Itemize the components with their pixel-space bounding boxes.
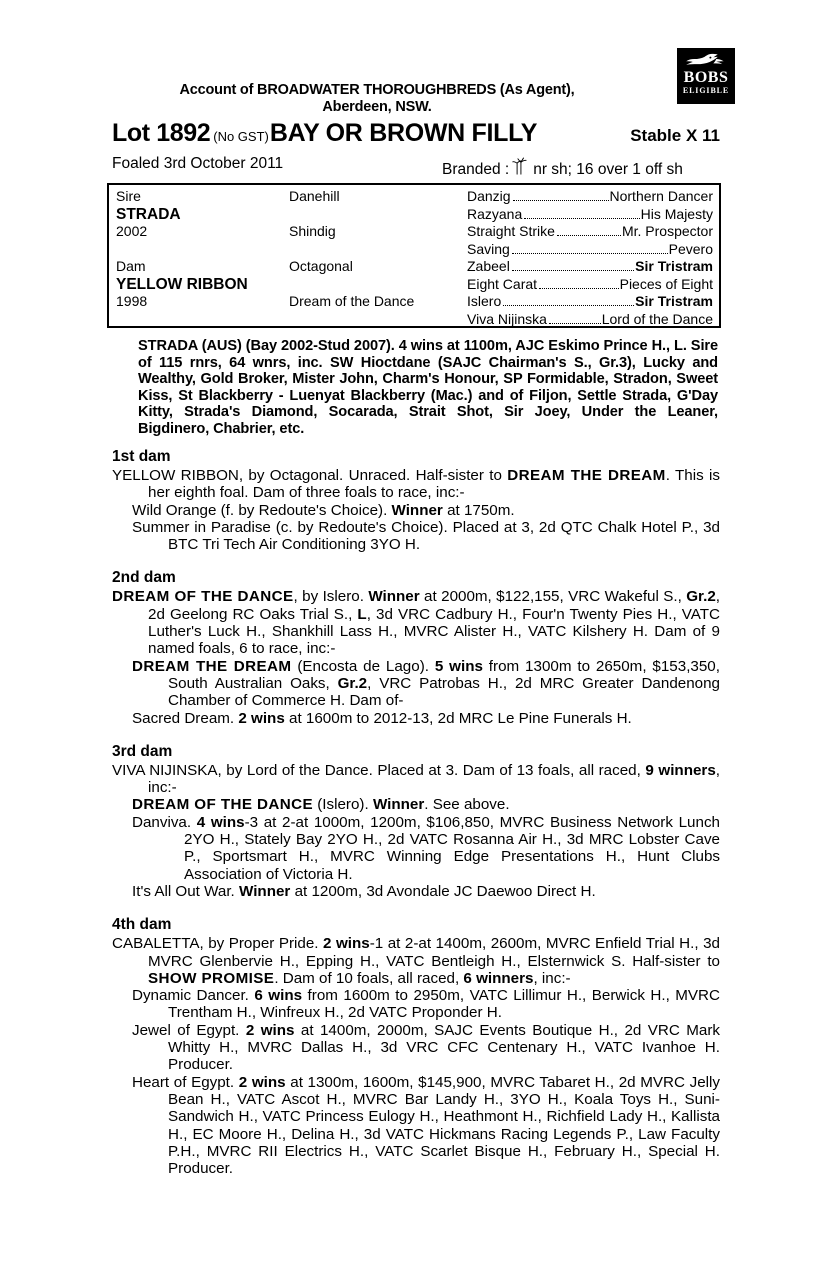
pedigree-entry: Dynamic Dancer. 6 wins from 1600m to 2950m, VATC Lillimur H., Berwick H., MVRC Trentham H., Winfreux H., 2d VATC Proponder H. [132,987,720,1022]
pedigree-entry: Jewel of Egypt. 2 wins at 1400m, 2000m, SAJC Events Boutique H., 2d VRC Mark Whitty H., MVRC Dallas H., 3d VRC CFC Centenary H., VATC Ivanhoe H. Producer. [132,1021,720,1074]
pedigree-gen3-cell [467,258,719,276]
dam-heading: 1st dam [112,448,171,465]
dam-heading: 3rd dam [112,742,173,760]
dot-leader [512,270,634,271]
pedigree-gen3-cell [467,223,719,241]
pedigree-gen4-name: Mr. Prospector [621,223,713,239]
pedigree-gen1-cell: STRADA [116,205,181,223]
pedigree-row [109,258,719,276]
pedigree-entry: Heart of Egypt. 2 wins at 1300m, 1600m, $145,900, MVRC Tabaret H., 2d MVRC Jelly Bean H., VATC Ascot H., MVRC Bar Landy H., 3YO H., Koala Toys H., Suni-Sandwich H., VATC Princess Eulogy H., Heathmont H., Richfield Lady H., Kallista H., EC Moore H., Delina H., 3d VATC Hickmans Racing Legends P., Law Faculty P.H., MVRC RII Electrics H., VATC Scarlet Bisque H., February H., Special H. Producer. [132,1073,720,1178]
account-line-1: Account of BROADWATER THOROUGHBREDS (As Agent), [179,82,575,98]
pedigree-gen2-cell [289,206,467,224]
stable-number: Stable X 11 [630,126,720,145]
pedigree-gen1-cell [109,311,289,329]
bobs-logo-word: BOBS [683,69,729,86]
pedigree-row [109,241,719,259]
pedigree-gen2-cell [289,311,467,329]
pedigree-gen3-name: Danzig [467,188,511,204]
branded-label: Branded : [442,161,510,178]
pedigree-gen2-cell [289,241,467,259]
pedigree-gen2-cell: Dream of the Dance [289,293,415,309]
pedigree-gen2-cell: Shindig [289,223,336,239]
pedigree-gen1-cell [109,241,289,259]
pedigree-gen3-cell [467,311,719,329]
pedigree-entry: CABALETTA, by Proper Pride. 2 wins-1 at 2-at 1400m, 2600m, MVRC Enfield Trial H., 3d MVRC Glenbervie H., Epping H., VATC Bentleigh H., Elsternwick S. Half-sister to SHOW PROMISE. Dam of 10 foals, all raced, 6 winners, inc:- [112,935,720,987]
horse-head-icon [684,52,728,69]
pedigree-gen3-name: Zabeel [467,258,510,274]
bobs-logo-sub: ELIGIBLE [682,86,730,95]
account-heading [112,82,642,116]
dot-leader [524,218,639,219]
dot-leader [549,323,601,324]
account-line-2: Aberdeen, NSW. [322,99,432,115]
pedigree-entry: Summer in Paradise (c. by Redoute's Choice). Placed at 3, 2d QTC Chalk Hotel P., 3d BTC Tri Tech Air Conditioning 3YO H. [132,518,720,554]
dam-heading: 2nd dam [112,569,176,587]
pedigree-entry: DREAM OF THE DANCE, by Islero. Winner at 2000m, $122,155, VRC Wakeful S., Gr.2, 2d Geelong RC Oaks Trial S., L, 3d VRC Cadbury H., Four'n Twenty Pies H., VATC Luther's Luck H., Shankhill Lass H., MVRC Alister H., VATC Kilshery H. Dam of 9 named foals, 6 to race, inc:- [112,588,721,658]
pedigree-row [109,293,719,311]
pedigree-gen3-cell [467,188,719,206]
dot-leader [503,305,634,306]
dot-leader [513,200,609,201]
pedigree-row [109,206,719,224]
pedigree-gen4-name: Lord of the Dance [601,310,713,327]
pedigree-gen4-name: Northern Dancer [609,188,713,204]
pedigree-gen1-cell: 1998 [116,293,148,309]
sire-summary: STRADA (AUS) (Bay 2002-Stud 2007). 4 wins at 1100m, AJC Eskimo Prince H., L. Sire of 115 rnrs, 64 wnrs, inc. SW Hioctdane (SAJC Chairman's S., Gr.3), Lucky and Wealthy, Gold Broker, Mister John, Charm's Honour, SP Formidable, Stradon, Sweet Kiss, St Blackberry - Luenyat Blackberry (Mac.) and of Filjon, Settle Strada, G'Day Kitty, Strada's Diamond, Socarada, Strait Shot, Sir Joey, Under the Leaner, Bigdinero, Chabrier, etc. [138,338,718,437]
pedigree-gen4-name: Pevero [668,240,713,257]
pedigree-gen2-cell: Danehill [289,188,340,204]
pedigree-gen3-cell [467,276,719,294]
pedigree-gen4-name: Sir Tristram [635,258,713,274]
pedigree-gen1-cell: 2002 [116,223,148,239]
pedigree-gen3-cell [467,293,719,311]
pedigree-gen2-cell [289,276,467,294]
pedigree-entry: DREAM OF THE DANCE (Islero). Winner. See above. [132,796,510,814]
pedigree-gen4-name: Pieces of Eight [619,275,713,292]
pedigree-gen3-name: Eight Carat [467,275,538,292]
dam-section [112,742,720,900]
dam-section [112,447,720,553]
foaled-date: Foaled 3rd October 2011 [112,155,284,172]
pedigree-row [109,276,719,294]
pedigree-gen3-cell [467,206,719,224]
pedigree-gen4-name: His Majesty [640,205,713,222]
pedigree-gen3-name: Islero [467,293,502,309]
pedigree-gen3-name: Razyana [467,205,523,222]
colour-and-sex: BAY OR BROWN FILLY [269,119,538,147]
pedigree-gen1-cell: YELLOW RIBBON [116,275,248,293]
gst-note: (No GST) [213,129,269,144]
pedigree-entry: Danviva. 4 wins-3 at 2-at 1000m, 1200m, $106,850, MVRC Business Network Lunch 2YO H., Stately Bay 2YO H., 2d VATC Rosanna Air H., 3d MRC Lobster Cave P., Sportsmart H., MVRC Winning Edge Presentations H., Hunt Clubs Association of Victoria H. [132,813,720,883]
palm-brand-icon [512,157,529,175]
pedigree-gen3-name: Saving [467,240,510,257]
dam-heading: 4th dam [112,916,172,934]
pedigree-table [107,183,721,328]
dot-leader [557,235,621,236]
dot-leader [539,288,619,289]
pedigree-gen3-name: Straight Strike [467,223,555,239]
pedigree-gen2-cell: Octagonal [289,258,353,274]
pedigree-entry: Wild Orange (f. by Redoute's Choice). Winner at 1750m. [132,501,515,519]
pedigree-gen1-cell: Sire [116,188,141,204]
foaled-branded-row [112,155,720,179]
pedigree-gen4-name: Sir Tristram [635,293,713,309]
pedigree-row [109,188,719,206]
pedigree-entry: DREAM THE DREAM (Encosta de Lago). 5 wins from 1300m to 2650m, $153,350, South Australian Oaks, Gr.2, VRC Patrobas H., 2d MRC Greater Dandenong Chamber of Commerce H. Dam of- [132,657,720,710]
pedigree-entry: VIVA NIJINSKA, by Lord of the Dance. Placed at 3. Dam of 13 foals, all raced, 9 winners, inc:- [112,761,721,797]
pedigree-row [109,223,719,241]
pedigree-row [109,311,719,329]
pedigree-entry: It's All Out War. Winner at 1200m, 3d Avondale JC Daewoo Direct H. [132,882,596,900]
dam-section [112,568,720,726]
lot-header-row [112,119,720,147]
branded-value: nr sh; 16 over 1 off sh [533,161,683,178]
dot-leader [512,253,668,254]
pedigree-entry: Sacred Dream. 2 wins at 1600m to 2012-13, 2d MRC Le Pine Funerals H. [132,709,632,727]
lot-number: Lot 1892 [112,119,211,147]
dam-section [112,915,720,1177]
pedigree-gen1-cell: Dam [116,258,146,274]
pedigree-gen3-name: Viva Nijinska [467,310,547,327]
pedigree-entry: YELLOW RIBBON, by Octagonal. Unraced. Half-sister to DREAM THE DREAM. This is her eighth foal. Dam of three foals to race, inc:- [112,467,721,502]
bobs-eligible-logo [677,48,735,104]
branded-info [442,155,683,179]
dam-sections [112,447,720,1192]
pedigree-gen3-cell [467,241,719,259]
